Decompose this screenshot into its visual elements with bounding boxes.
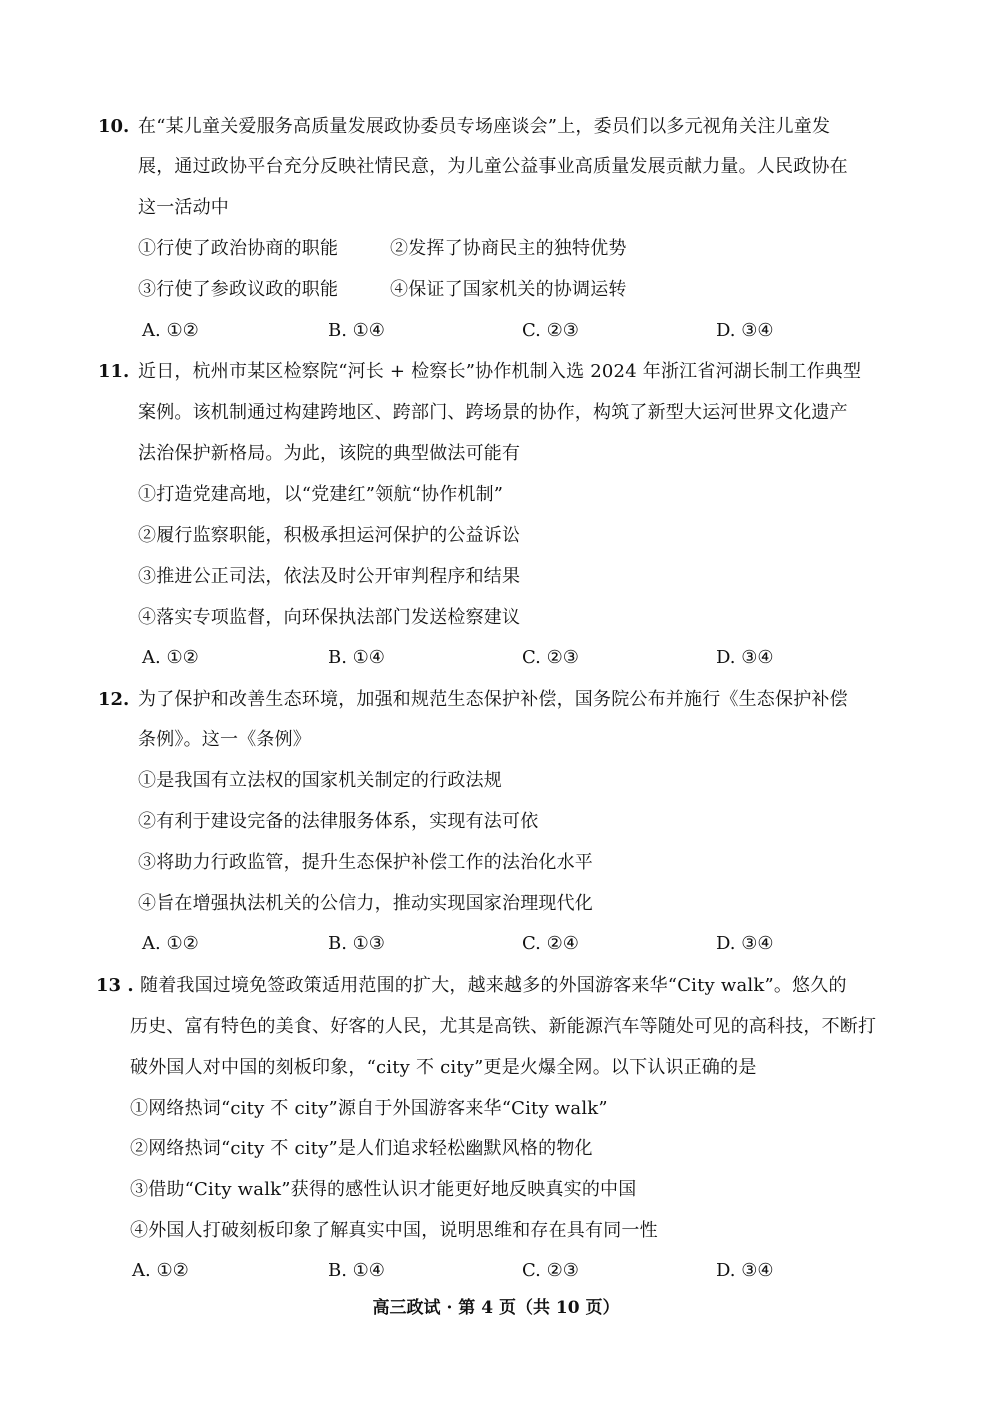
choice-a: A. ①② (142, 933, 199, 954)
statement: ①行使了政治协商的职能 (138, 238, 339, 259)
question-stem-line: 案例。该机制通过构建跨地区、跨部门、跨场景的协作，构筑了新型大运河世界文化遗产 (138, 402, 848, 423)
statement: ②网络热词“city 不 city”是人们追求轻松幽默风格的物化 (130, 1138, 593, 1159)
statement: ③推进公正司法，依法及时公开审判程序和结果 (138, 566, 521, 587)
question-stem-line: 历史、富有特色的美食、好客的人民，尤其是高铁、新能源汽车等随处可见的高科技，不断打 (130, 1016, 877, 1037)
statement: ①网络热词“city 不 city”源自于外国游客来华“City walk” (130, 1098, 608, 1119)
question-stem-line: 近日，杭州市某区检察院“河长 + 检察长”协作机制入选 2024 年浙江省河湖长制工作典型 (138, 361, 862, 382)
choice-b: B. ①④ (328, 1260, 385, 1281)
statement: ③将助力行政监管，提升生态保护补偿工作的法治化水平 (138, 852, 593, 873)
choice-c: C. ②③ (522, 647, 579, 668)
question-number: 12. (98, 689, 130, 710)
statement: ②发挥了协商民主的独特优势 (390, 238, 627, 259)
question-stem-line: 法治保护新格局。为此，该院的典型做法可能有 (138, 443, 521, 464)
choice-b: B. ①④ (328, 647, 385, 668)
statement: ③借助“City walk”获得的感性认识才能更好地反映真实的中国 (130, 1179, 637, 1200)
statement: ④落实专项监督，向环保执法部门发送检察建议 (138, 607, 521, 628)
choice-b: B. ①③ (328, 933, 385, 954)
choice-b: B. ①④ (328, 320, 385, 341)
choice-d: D. ③④ (716, 647, 774, 668)
question-stem-line: 展，通过政协平台充分反映社情民意，为儿童公益事业高质量发展贡献力量。人民政协在 (138, 156, 848, 177)
choice-a: A. ①② (142, 647, 199, 668)
question-number: 11. (98, 361, 130, 382)
question-number: 13 . (96, 975, 134, 996)
question-stem-line: 在“某儿童关爱服务高质量发展政协委员专场座谈会”上，委员们以多元视角关注儿童发 (138, 116, 831, 137)
choice-a: A. ①② (132, 1260, 189, 1281)
statement: ①是我国有立法权的国家机关制定的行政法规 (138, 770, 502, 791)
choice-d: D. ③④ (716, 320, 774, 341)
statement: ③行使了参政议政的职能 (138, 279, 339, 300)
question-stem-line: 条例》。这一《条例》 (138, 729, 311, 750)
question-stem-line: 这一活动中 (138, 197, 229, 218)
statement: ②履行监察职能，积极承担运河保护的公益诉讼 (138, 525, 521, 546)
statement: ④旨在增强执法机关的公信力，推动实现国家治理现代化 (138, 893, 593, 914)
question-stem-line: 随着我国过境免签政策适用范围的扩大，越来越多的外国游客来华“City walk”。悠久的 (140, 975, 847, 996)
choice-c: C. ②④ (522, 933, 579, 954)
page-footer: 高三政试 · 第 4 页（共 10 页） (372, 1298, 620, 1318)
choice-a: A. ①② (142, 320, 199, 341)
choice-c: C. ②③ (522, 1260, 579, 1281)
choice-d: D. ③④ (716, 1260, 774, 1281)
statement: ④外国人打破刻板印象了解真实中国，说明思维和存在具有同一性 (130, 1220, 658, 1241)
statement: ②有利于建设完备的法律服务体系，实现有法可依 (138, 811, 539, 832)
question-number: 10. (98, 116, 130, 137)
question-stem-line: 破外国人对中国的刻板印象，“city 不 city”更是火爆全网。以下认识正确的是 (130, 1057, 757, 1078)
choice-c: C. ②③ (522, 320, 579, 341)
choice-d: D. ③④ (716, 933, 774, 954)
question-stem-line: 为了保护和改善生态环境，加强和规范生态保护补偿，国务院公布并施行《生态保护补偿 (138, 689, 848, 710)
statement: ①打造党建高地，以“党建红”领航“协作机制” (138, 484, 504, 505)
statement: ④保证了国家机关的协调运转 (390, 279, 627, 300)
